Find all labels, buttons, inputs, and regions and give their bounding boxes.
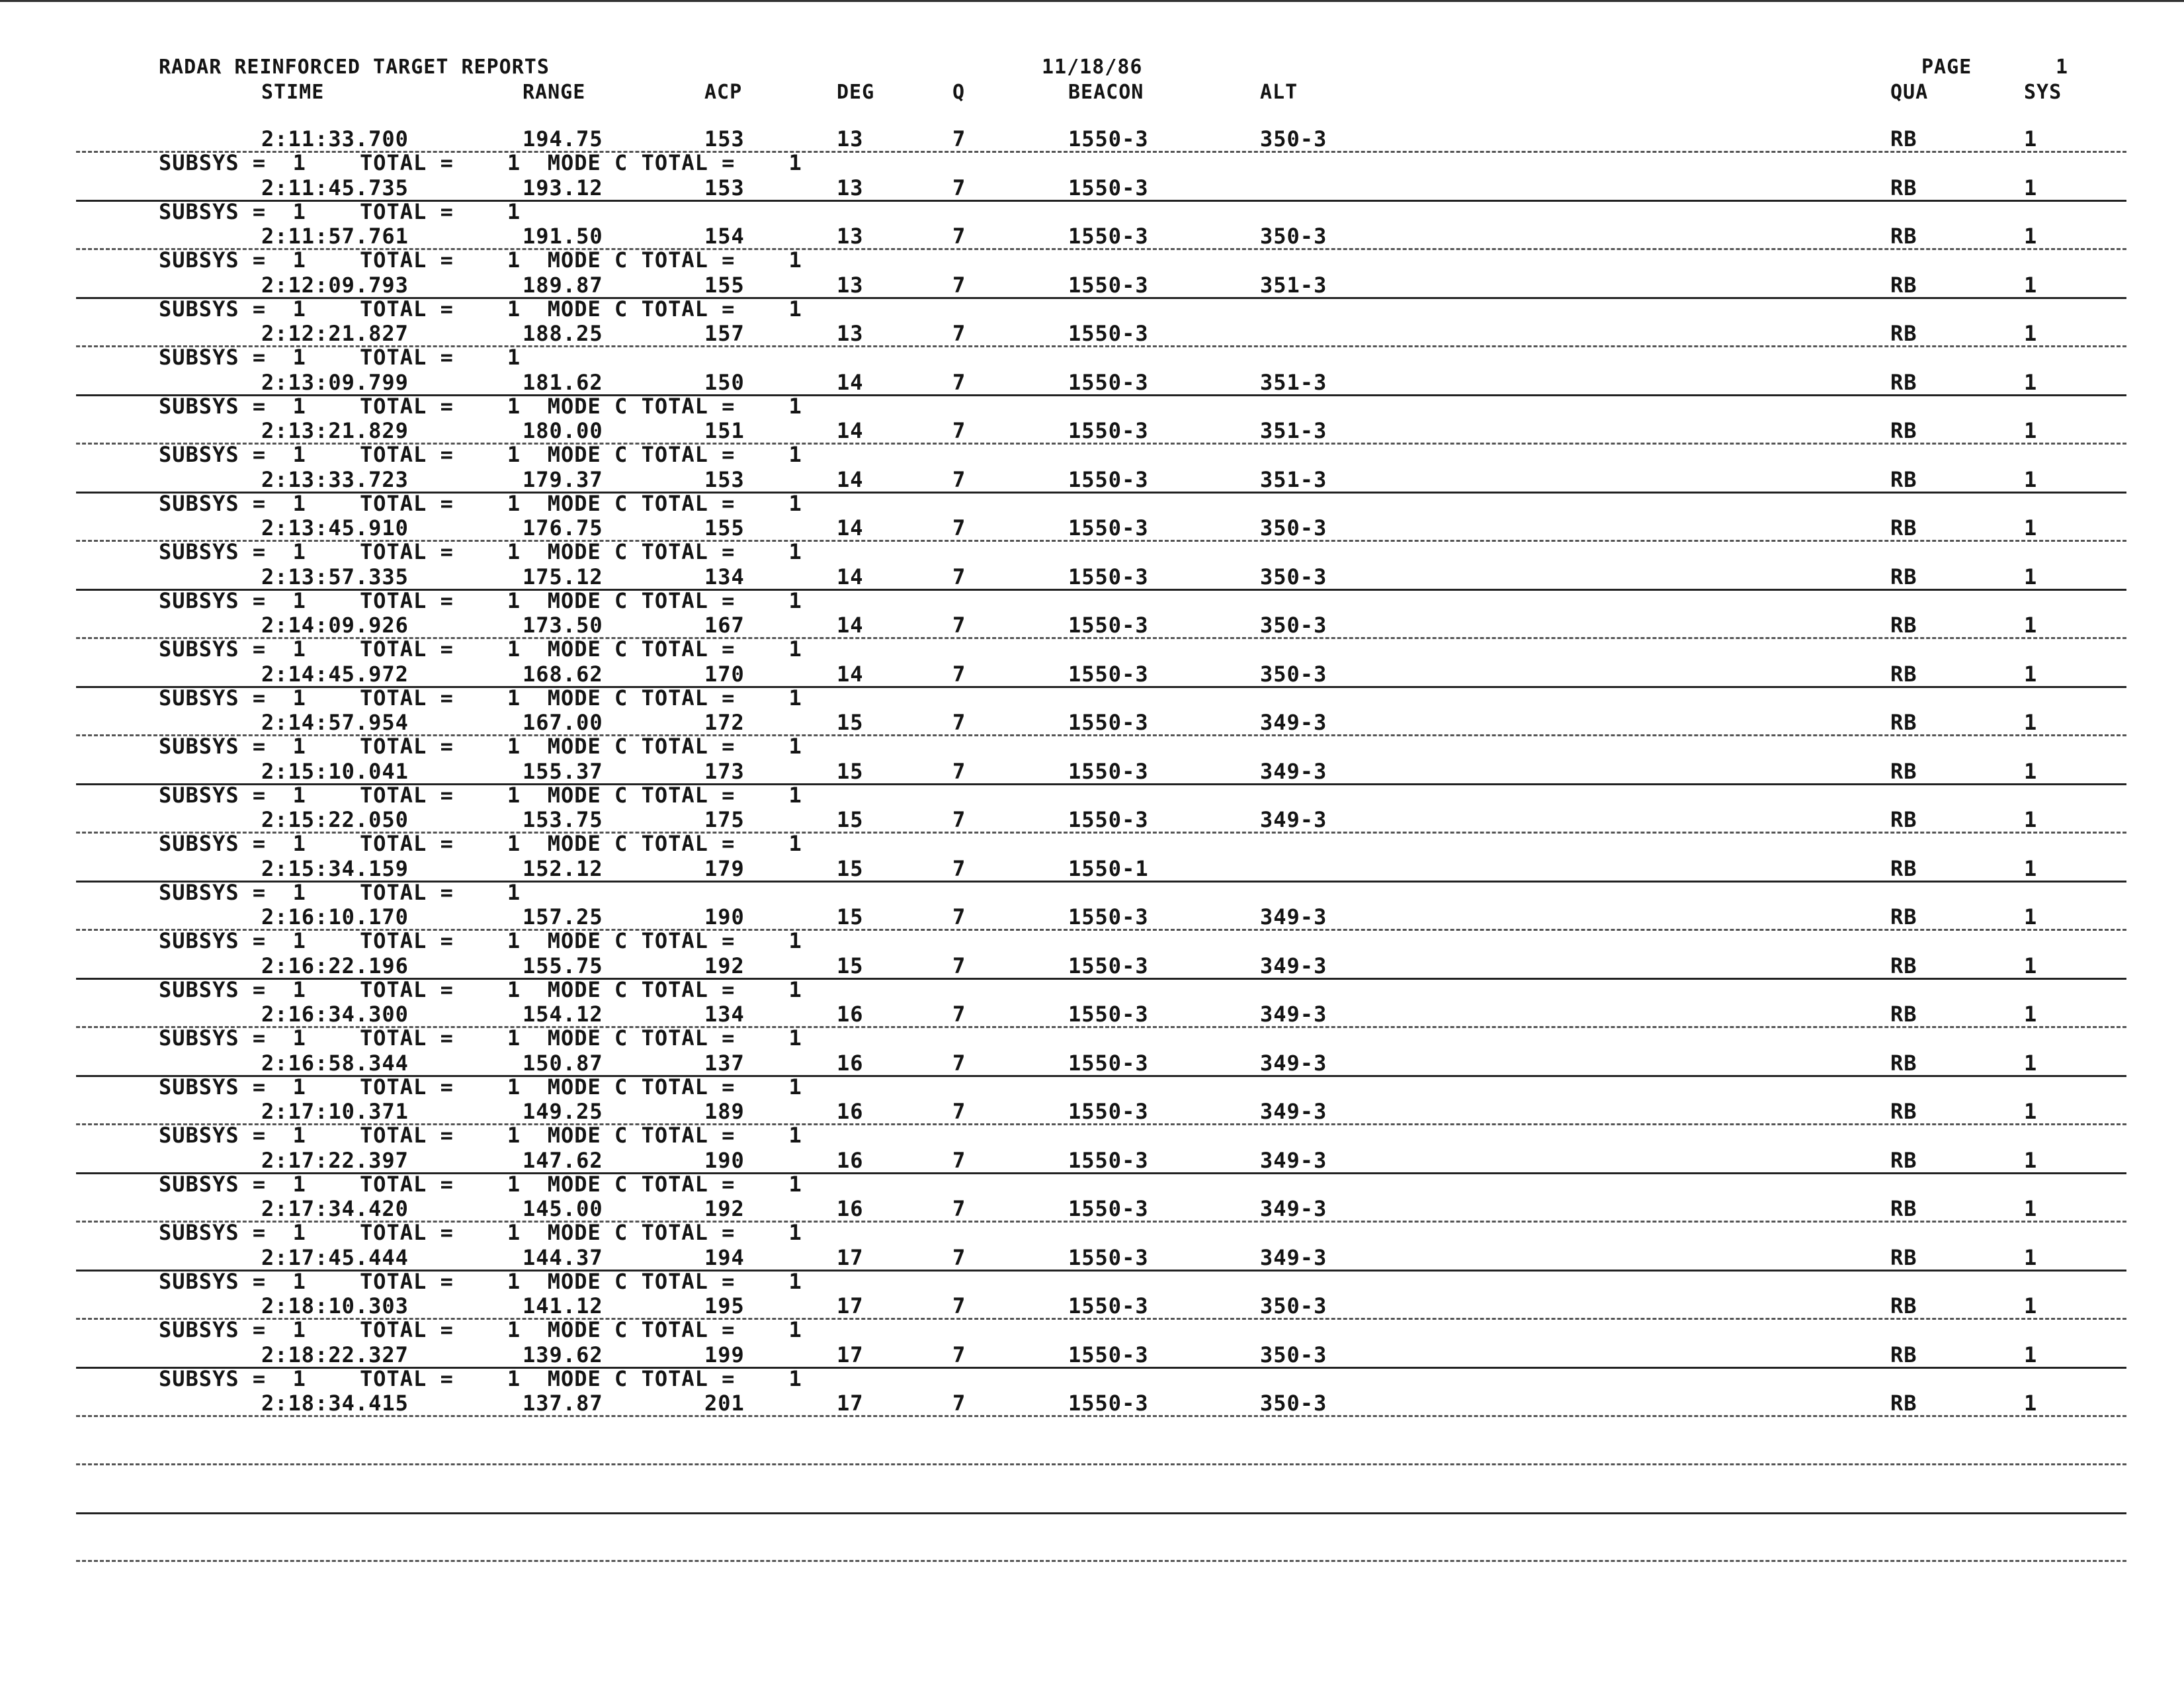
page-number: 1 (2056, 56, 2069, 79)
subsys-summary: SUBSYS = 1 TOTAL = 1 MODE C TOTAL = 1 (159, 150, 802, 175)
report-stime: 2:17:22.397 (261, 1147, 409, 1173)
report-qua: RB (1890, 1244, 1917, 1270)
report-sys: 1 (2024, 1147, 2038, 1173)
report-beacon: 1550-3 (1068, 321, 1149, 346)
report-range: 194.75 (523, 126, 603, 151)
report-stime: 2:16:10.170 (261, 904, 409, 929)
column-header-sys: SYS (2024, 81, 2062, 104)
report-beacon: 1550-3 (1068, 564, 1149, 589)
report-beacon: 1550-3 (1068, 1147, 1149, 1173)
report-alt: 349-3 (1260, 1099, 1327, 1124)
report-deg: 15 (837, 710, 864, 735)
report-range: 189.87 (523, 272, 603, 298)
report-acp: 170 (704, 661, 745, 687)
report-q: 7 (952, 1293, 966, 1318)
report-sys: 1 (2024, 1244, 2038, 1270)
report-q: 7 (952, 515, 966, 540)
report-acp: 153 (704, 466, 745, 492)
report-alt: 349-3 (1260, 710, 1327, 735)
report-beacon: 1550-3 (1068, 224, 1149, 249)
report-qua: RB (1890, 1002, 1917, 1027)
report-acp: 190 (704, 904, 745, 929)
subsys-summary: SUBSYS = 1 TOTAL = 1 MODE C TOTAL = 1 (159, 539, 802, 564)
subsys-summary: SUBSYS = 1 TOTAL = 1 MODE C TOTAL = 1 (159, 782, 802, 808)
report-range: 193.12 (523, 175, 603, 200)
report-stime: 2:16:58.344 (261, 1050, 409, 1076)
report-alt: 349-3 (1260, 1244, 1327, 1270)
report-stime: 2:11:57.761 (261, 224, 409, 249)
subsys-summary: SUBSYS = 1 TOTAL = 1 MODE C TOTAL = 1 (159, 1123, 802, 1148)
report-stime: 2:13:21.829 (261, 418, 409, 443)
report-qua: RB (1890, 710, 1917, 735)
report-alt: 351-3 (1260, 369, 1327, 395)
report-acp: 154 (704, 224, 745, 249)
report-deg: 14 (837, 613, 864, 638)
report-acp: 201 (704, 1391, 745, 1416)
report-qua: RB (1890, 321, 1917, 346)
report-range: 150.87 (523, 1050, 603, 1076)
column-header-alt: ALT (1260, 81, 1298, 104)
report-q: 7 (952, 272, 966, 298)
report-beacon: 1550-3 (1068, 272, 1149, 298)
report-sys: 1 (2024, 1293, 2038, 1318)
report-q: 7 (952, 466, 966, 492)
report-q: 7 (952, 1147, 966, 1173)
subsys-summary: SUBSYS = 1 TOTAL = 1 MODE C TOTAL = 1 (159, 636, 802, 662)
report-stime: 2:16:34.300 (261, 1002, 409, 1027)
report-sys: 1 (2024, 1391, 2038, 1416)
report-stime: 2:12:09.793 (261, 272, 409, 298)
report-deg: 15 (837, 953, 864, 978)
report-sys: 1 (2024, 515, 2038, 540)
report-stime: 2:15:34.159 (261, 855, 409, 881)
report-q: 7 (952, 613, 966, 638)
report-stime: 2:13:45.910 (261, 515, 409, 540)
report-acp: 155 (704, 515, 745, 540)
report-deg: 15 (837, 758, 864, 784)
subsys-summary: SUBSYS = 1 TOTAL = 1 (159, 879, 521, 905)
report-range: 154.12 (523, 1002, 603, 1027)
report-sys: 1 (2024, 126, 2038, 151)
report-beacon: 1550-3 (1068, 904, 1149, 929)
report-alt: 351-3 (1260, 272, 1327, 298)
report-deg: 15 (837, 807, 864, 832)
report-beacon: 1550-3 (1068, 807, 1149, 832)
report-beacon: 1550-3 (1068, 1002, 1149, 1027)
report-beacon: 1550-3 (1068, 1342, 1149, 1367)
report-sys: 1 (2024, 1196, 2038, 1221)
column-header-deg: DEG (837, 81, 875, 104)
report-sys: 1 (2024, 710, 2038, 735)
report-acp: 189 (704, 1099, 745, 1124)
report-acp: 199 (704, 1342, 745, 1367)
subsys-summary: SUBSYS = 1 TOTAL = 1 (159, 198, 521, 224)
report-range: 180.00 (523, 418, 603, 443)
report-q: 7 (952, 1342, 966, 1367)
subsys-summary: SUBSYS = 1 TOTAL = 1 MODE C TOTAL = 1 (159, 1220, 802, 1245)
report-sys: 1 (2024, 953, 2038, 978)
report-acp: 155 (704, 272, 745, 298)
report-stime: 2:17:10.371 (261, 1099, 409, 1124)
report-alt: 350-3 (1260, 1293, 1327, 1318)
report-qua: RB (1890, 1342, 1917, 1367)
report-acp: 195 (704, 1293, 745, 1318)
report-range: 149.25 (523, 1099, 603, 1124)
report-sys: 1 (2024, 904, 2038, 929)
report-stime: 2:13:09.799 (261, 369, 409, 395)
report-alt: 350-3 (1260, 661, 1327, 687)
report-sys: 1 (2024, 272, 2038, 298)
report-range: 141.12 (523, 1293, 603, 1318)
report-beacon: 1550-3 (1068, 661, 1149, 687)
report-q: 7 (952, 1391, 966, 1416)
report-acp: 192 (704, 953, 745, 978)
report-range: 152.12 (523, 855, 603, 881)
report-q: 7 (952, 855, 966, 881)
report-qua: RB (1890, 855, 1917, 881)
subsys-summary: SUBSYS = 1 TOTAL = 1 MODE C TOTAL = 1 (159, 685, 802, 711)
report-q: 7 (952, 175, 966, 200)
subsys-summary: SUBSYS = 1 TOTAL = 1 MODE C TOTAL = 1 (159, 831, 802, 856)
report-qua: RB (1890, 807, 1917, 832)
report-q: 7 (952, 904, 966, 929)
report-deg: 13 (837, 175, 864, 200)
report-sys: 1 (2024, 855, 2038, 881)
subsys-summary: SUBSYS = 1 TOTAL = 1 MODE C TOTAL = 1 (159, 587, 802, 613)
subsys-summary: SUBSYS = 1 TOTAL = 1 MODE C TOTAL = 1 (159, 247, 802, 273)
report-q: 7 (952, 710, 966, 735)
report-stime: 2:18:22.327 (261, 1342, 409, 1367)
report-beacon: 1550-3 (1068, 1099, 1149, 1124)
report-acp: 192 (704, 1196, 745, 1221)
report-stime: 2:15:22.050 (261, 807, 409, 832)
report-beacon: 1550-3 (1068, 126, 1149, 151)
report-beacon: 1550-3 (1068, 1244, 1149, 1270)
report-alt: 350-3 (1260, 613, 1327, 638)
report-stime: 2:18:34.415 (261, 1391, 409, 1416)
report-q: 7 (952, 1244, 966, 1270)
report-beacon: 1550-3 (1068, 369, 1149, 395)
column-header-qua: QUA (1890, 81, 1929, 104)
report-acp: 175 (704, 807, 745, 832)
report-q: 7 (952, 953, 966, 978)
report-sys: 1 (2024, 369, 2038, 395)
report-beacon: 1550-3 (1068, 613, 1149, 638)
report-alt: 349-3 (1260, 1147, 1327, 1173)
report-sys: 1 (2024, 1342, 2038, 1367)
report-beacon: 1550-3 (1068, 758, 1149, 784)
report-deg: 15 (837, 904, 864, 929)
report-stime: 2:14:09.926 (261, 613, 409, 638)
report-sys: 1 (2024, 224, 2038, 249)
report-deg: 14 (837, 418, 864, 443)
report-stime: 2:15:10.041 (261, 758, 409, 784)
report-sys: 1 (2024, 175, 2038, 200)
report-acp: 153 (704, 126, 745, 151)
report-beacon: 1550-3 (1068, 953, 1149, 978)
report-range: 173.50 (523, 613, 603, 638)
report-q: 7 (952, 758, 966, 784)
report-acp: 167 (704, 613, 745, 638)
report-range: 157.25 (523, 904, 603, 929)
report-qua: RB (1890, 1147, 1917, 1173)
blank-rule (76, 1463, 2126, 1465)
report-alt: 350-3 (1260, 564, 1327, 589)
report-qua: RB (1890, 272, 1917, 298)
report-deg: 17 (837, 1342, 864, 1367)
report-deg: 14 (837, 466, 864, 492)
report-alt: 350-3 (1260, 126, 1327, 151)
report-stime: 2:11:45.735 (261, 175, 409, 200)
report-acp: 179 (704, 855, 745, 881)
report-range: 191.50 (523, 224, 603, 249)
report-q: 7 (952, 564, 966, 589)
report-beacon: 1550-3 (1068, 1196, 1149, 1221)
report-alt: 349-3 (1260, 807, 1327, 832)
report-alt: 350-3 (1260, 515, 1327, 540)
report-deg: 16 (837, 1099, 864, 1124)
report-deg: 13 (837, 272, 864, 298)
report-acp: 190 (704, 1147, 745, 1173)
report-alt: 349-3 (1260, 1002, 1327, 1027)
report-q: 7 (952, 807, 966, 832)
report-range: 155.75 (523, 953, 603, 978)
report-qua: RB (1890, 564, 1917, 589)
report-acp: 134 (704, 1002, 745, 1027)
column-header-acp: ACP (704, 81, 743, 104)
report-beacon: 1550-3 (1068, 710, 1149, 735)
report-deg: 14 (837, 564, 864, 589)
report-beacon: 1550-3 (1068, 515, 1149, 540)
report-acp: 153 (704, 175, 745, 200)
report-deg: 17 (837, 1293, 864, 1318)
subsys-summary: SUBSYS = 1 TOTAL = 1 MODE C TOTAL = 1 (159, 442, 802, 467)
report-qua: RB (1890, 758, 1917, 784)
report-deg: 13 (837, 224, 864, 249)
report-alt: 349-3 (1260, 904, 1327, 929)
report-qua: RB (1890, 175, 1917, 200)
report-alt: 350-3 (1260, 1391, 1327, 1416)
report-acp: 151 (704, 418, 745, 443)
report-beacon: 1550-3 (1068, 1050, 1149, 1076)
report-q: 7 (952, 1099, 966, 1124)
report-range: 176.75 (523, 515, 603, 540)
subsys-summary: SUBSYS = 1 TOTAL = 1 MODE C TOTAL = 1 (159, 928, 802, 953)
report-q: 7 (952, 1196, 966, 1221)
report-qua: RB (1890, 418, 1917, 443)
report-alt: 349-3 (1260, 1196, 1327, 1221)
report-deg: 16 (837, 1147, 864, 1173)
report-qua: RB (1890, 904, 1917, 929)
subsys-summary: SUBSYS = 1 TOTAL = 1 MODE C TOTAL = 1 (159, 296, 802, 322)
report-stime: 2:16:22.196 (261, 953, 409, 978)
blank-rule (76, 1512, 2126, 1514)
report-beacon: 1550-3 (1068, 1391, 1149, 1416)
report-stime: 2:14:45.972 (261, 661, 409, 687)
report-qua: RB (1890, 953, 1917, 978)
report-q: 7 (952, 418, 966, 443)
report-q: 7 (952, 1002, 966, 1027)
report-qua: RB (1890, 1293, 1917, 1318)
report-qua: RB (1890, 126, 1917, 151)
report-range: 167.00 (523, 710, 603, 735)
report-deg: 13 (837, 126, 864, 151)
report-q: 7 (952, 321, 966, 346)
report-stime: 2:18:10.303 (261, 1293, 409, 1318)
page-label: PAGE (1921, 56, 1972, 79)
report-beacon: 1550-3 (1068, 1293, 1149, 1318)
report-sys: 1 (2024, 758, 2038, 784)
report-q: 7 (952, 369, 966, 395)
report-deg: 17 (837, 1244, 864, 1270)
report-qua: RB (1890, 466, 1917, 492)
report-q: 7 (952, 661, 966, 687)
report-q: 7 (952, 224, 966, 249)
report-alt: 349-3 (1260, 758, 1327, 784)
report-qua: RB (1890, 515, 1917, 540)
report-range: 153.75 (523, 807, 603, 832)
report-range: 181.62 (523, 369, 603, 395)
subsys-summary: SUBSYS = 1 TOTAL = 1 MODE C TOTAL = 1 (159, 393, 802, 419)
report-alt: 349-3 (1260, 1050, 1327, 1076)
report-qua: RB (1890, 369, 1917, 395)
column-header-range: RANGE (523, 81, 586, 104)
report-beacon: 1550-3 (1068, 175, 1149, 200)
report-acp: 157 (704, 321, 745, 346)
report-qua: RB (1890, 1391, 1917, 1416)
report-range: 168.62 (523, 661, 603, 687)
report-deg: 13 (837, 321, 864, 346)
report-title: RADAR REINFORCED TARGET REPORTS (159, 56, 550, 79)
blank-rule (76, 1560, 2126, 1562)
report-date: 11/18/86 (1042, 56, 1143, 79)
report-alt: 350-3 (1260, 224, 1327, 249)
report-deg: 16 (837, 1002, 864, 1027)
report-sys: 1 (2024, 321, 2038, 346)
column-header-beacon: BEACON (1068, 81, 1144, 104)
report-stime: 2:17:34.420 (261, 1196, 409, 1221)
report-sys: 1 (2024, 1002, 2038, 1027)
report-range: 139.62 (523, 1342, 603, 1367)
report-range: 137.87 (523, 1391, 603, 1416)
report-deg: 16 (837, 1050, 864, 1076)
column-header-stime: STIME (261, 81, 325, 104)
report-deg: 15 (837, 855, 864, 881)
report-stime: 2:17:45.444 (261, 1244, 409, 1270)
report-beacon: 1550-3 (1068, 466, 1149, 492)
report-qua: RB (1890, 661, 1917, 687)
subsys-summary: SUBSYS = 1 TOTAL = 1 MODE C TOTAL = 1 (159, 1317, 802, 1342)
report-range: 175.12 (523, 564, 603, 589)
subsys-summary: SUBSYS = 1 TOTAL = 1 MODE C TOTAL = 1 (159, 1025, 802, 1051)
report-sys: 1 (2024, 418, 2038, 443)
report-sys: 1 (2024, 613, 2038, 638)
report-deg: 17 (837, 1391, 864, 1416)
report-range: 179.37 (523, 466, 603, 492)
report-range: 188.25 (523, 321, 603, 346)
report-alt: 351-3 (1260, 466, 1327, 492)
report-range: 147.62 (523, 1147, 603, 1173)
report-deg: 16 (837, 1196, 864, 1221)
report-qua: RB (1890, 1196, 1917, 1221)
report-q: 7 (952, 1050, 966, 1076)
subsys-summary: SUBSYS = 1 TOTAL = 1 MODE C TOTAL = 1 (159, 976, 802, 1002)
report-sys: 1 (2024, 1050, 2038, 1076)
report-qua: RB (1890, 1050, 1917, 1076)
subsys-summary: SUBSYS = 1 TOTAL = 1 MODE C TOTAL = 1 (159, 1268, 802, 1294)
report-sys: 1 (2024, 807, 2038, 832)
subsys-summary: SUBSYS = 1 TOTAL = 1 MODE C TOTAL = 1 (159, 1171, 802, 1197)
report-sys: 1 (2024, 661, 2038, 687)
report-deg: 14 (837, 661, 864, 687)
report-range: 145.00 (523, 1196, 603, 1221)
report-alt: 349-3 (1260, 953, 1327, 978)
report-range: 144.37 (523, 1244, 603, 1270)
subsys-summary: SUBSYS = 1 TOTAL = 1 MODE C TOTAL = 1 (159, 1365, 802, 1391)
report-acp: 172 (704, 710, 745, 735)
page-top-edge (0, 0, 2184, 2)
report-alt: 351-3 (1260, 418, 1327, 443)
report-acp: 150 (704, 369, 745, 395)
report-stime: 2:14:57.954 (261, 710, 409, 735)
report-beacon: 1550-3 (1068, 418, 1149, 443)
report-sys: 1 (2024, 466, 2038, 492)
report-qua: RB (1890, 1099, 1917, 1124)
subsys-summary: SUBSYS = 1 TOTAL = 1 MODE C TOTAL = 1 (159, 1074, 802, 1100)
report-acp: 137 (704, 1050, 745, 1076)
report-stime: 2:13:33.723 (261, 466, 409, 492)
report-alt: 350-3 (1260, 1342, 1327, 1367)
report-acp: 173 (704, 758, 745, 784)
report-qua: RB (1890, 224, 1917, 249)
subsys-summary: SUBSYS = 1 TOTAL = 1 MODE C TOTAL = 1 (159, 734, 802, 759)
report-deg: 14 (837, 515, 864, 540)
report-stime: 2:12:21.827 (261, 321, 409, 346)
report-acp: 134 (704, 564, 745, 589)
report-range: 155.37 (523, 758, 603, 784)
subsys-summary: SUBSYS = 1 TOTAL = 1 MODE C TOTAL = 1 (159, 490, 802, 516)
report-deg: 14 (837, 369, 864, 395)
report-sys: 1 (2024, 564, 2038, 589)
subsys-summary: SUBSYS = 1 TOTAL = 1 (159, 345, 521, 370)
report-beacon: 1550-1 (1068, 855, 1149, 881)
report-qua: RB (1890, 613, 1917, 638)
report-sys: 1 (2024, 1099, 2038, 1124)
report-acp: 194 (704, 1244, 745, 1270)
column-header-q: Q (952, 81, 966, 104)
report-stime: 2:13:57.335 (261, 564, 409, 589)
report-stime: 2:11:33.700 (261, 126, 409, 151)
report-q: 7 (952, 126, 966, 151)
